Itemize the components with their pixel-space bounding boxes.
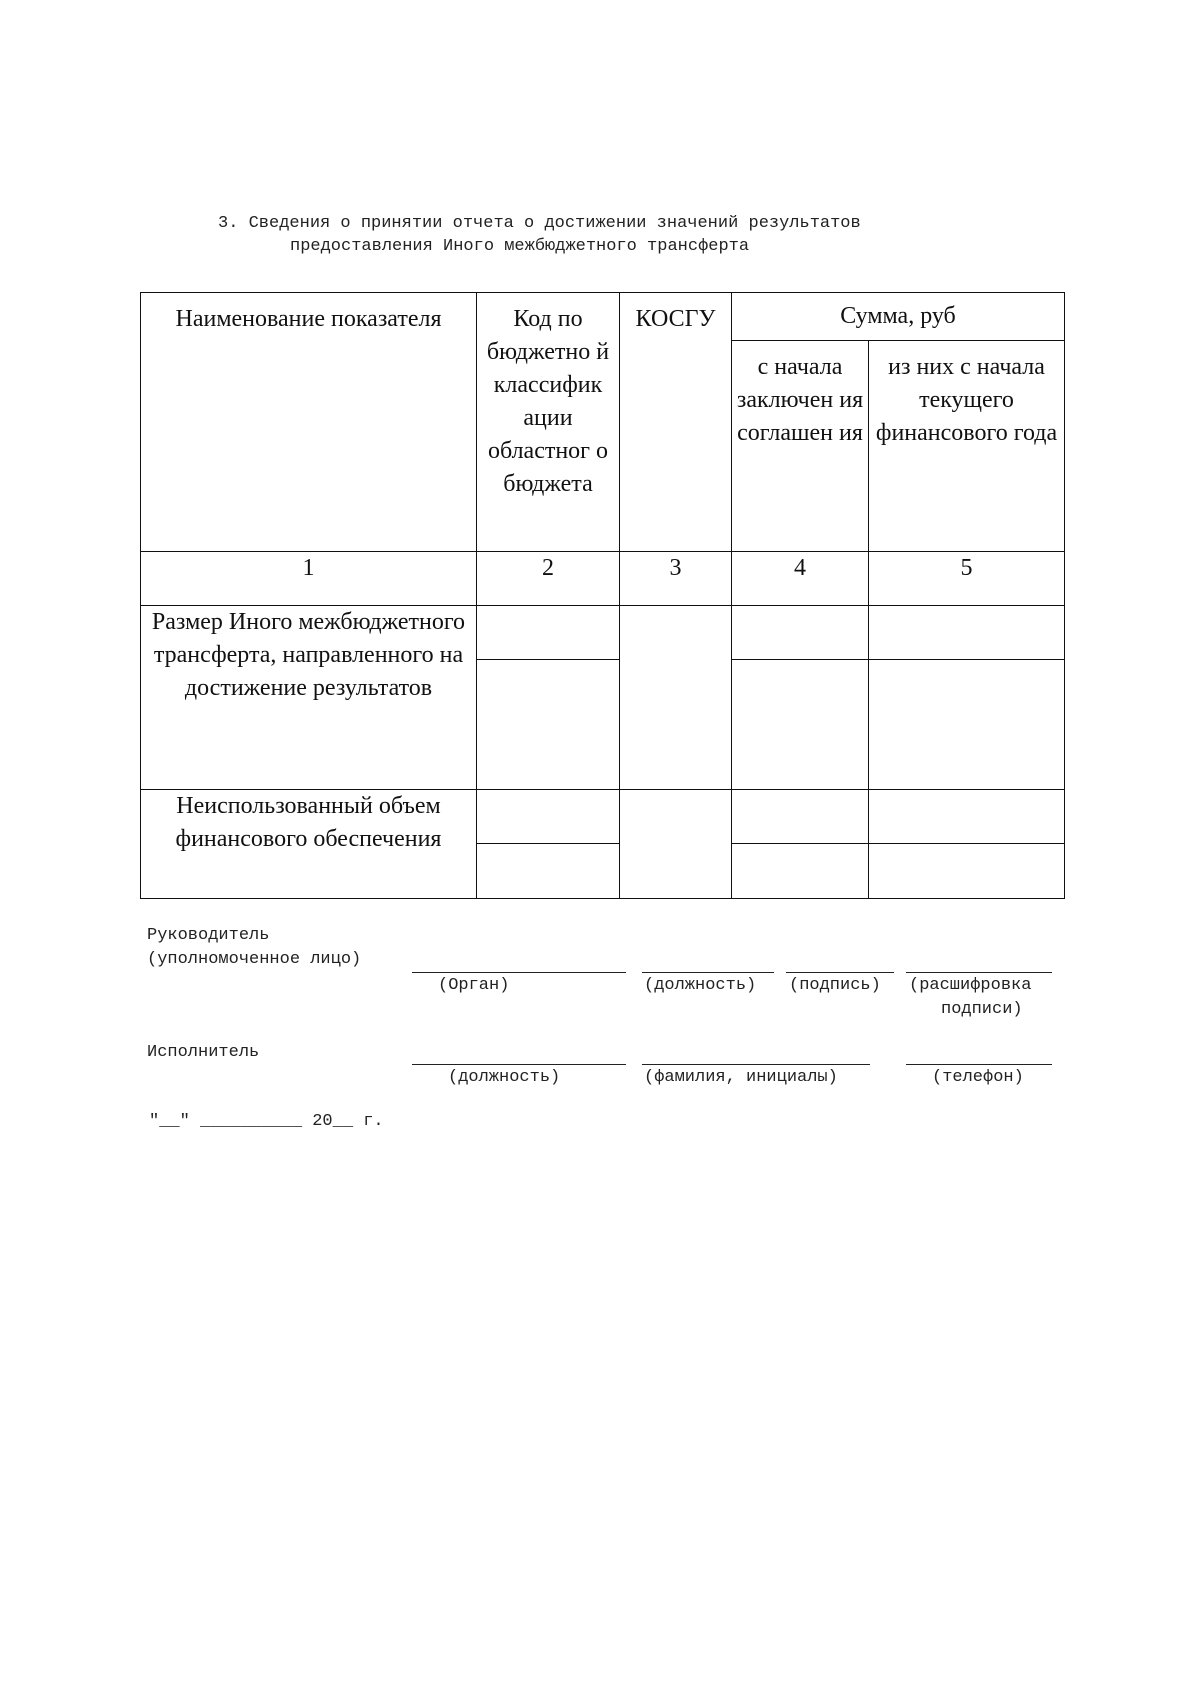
input-cell[interactable] xyxy=(869,660,1065,790)
header-indicator-name: Наименование показателя xyxy=(141,293,477,552)
column-number: 4 xyxy=(732,552,869,606)
signature-line-signature[interactable] xyxy=(786,972,894,973)
input-cell[interactable] xyxy=(732,844,869,899)
input-cell[interactable] xyxy=(620,606,732,790)
column-number: 2 xyxy=(477,552,620,606)
executor-label: Исполнитель xyxy=(147,1043,260,1062)
header-since-agreement: с начала заключен ия соглашен ия xyxy=(732,341,869,552)
input-cell[interactable] xyxy=(869,606,1065,660)
executor-line-phone[interactable] xyxy=(906,1064,1052,1065)
caption-decode-2: подписи) xyxy=(941,1000,1023,1019)
input-cell[interactable] xyxy=(869,790,1065,844)
input-cell[interactable] xyxy=(477,660,620,790)
header-kosgu: КОСГУ xyxy=(620,293,732,552)
date-line[interactable]: "__" __________ 20__ г. xyxy=(149,1112,384,1131)
input-cell[interactable] xyxy=(732,660,869,790)
input-cell[interactable] xyxy=(732,790,869,844)
section-title-line-2: предоставления Иного межбюджетного трансферта xyxy=(290,237,750,256)
caption-executor-name: (фамилия, инициалы) xyxy=(644,1068,838,1087)
table-row xyxy=(141,606,1065,660)
signature-line-decode[interactable] xyxy=(906,972,1052,973)
input-cell[interactable] xyxy=(732,606,869,660)
input-cell[interactable] xyxy=(477,844,620,899)
head-label-authorized: (уполномоченное лицо) xyxy=(147,950,362,969)
signature-line-position[interactable] xyxy=(642,972,774,973)
report-table xyxy=(140,292,1065,899)
row-name-transfer-size: Размер Иного межбюджетного трансферта, направленного на достижение результатов xyxy=(141,606,477,790)
caption-signature: (подпись) xyxy=(789,976,881,995)
caption-executor-position: (должность) xyxy=(448,1068,561,1087)
column-number: 1 xyxy=(141,552,477,606)
signature-line-organ[interactable] xyxy=(412,972,626,973)
input-cell[interactable] xyxy=(869,844,1065,899)
input-cell[interactable] xyxy=(477,790,620,844)
table-row xyxy=(141,790,1065,844)
row-name-unused-volume: Неиспользованный объем финансового обеспечения xyxy=(141,790,477,899)
caption-decode: (расшифровка xyxy=(909,976,1032,995)
header-sum: Сумма, руб xyxy=(732,293,1065,341)
header-budget-code: Код по бюджетно й классифик ации областног о бюджета xyxy=(477,293,620,552)
column-number: 3 xyxy=(620,552,732,606)
column-number-row xyxy=(141,552,1065,606)
caption-organ: (Орган) xyxy=(438,976,510,995)
table-header-row xyxy=(141,293,1065,341)
executor-line-position[interactable] xyxy=(412,1064,626,1065)
header-since-year: из них с начала текущего финансового года xyxy=(869,341,1065,552)
caption-position: (должность) xyxy=(644,976,757,995)
input-cell[interactable] xyxy=(477,606,620,660)
caption-executor-phone: (телефон) xyxy=(932,1068,1024,1087)
section-title-line-1: 3. Сведения о принятии отчета о достижении значений результатов xyxy=(218,214,861,233)
executor-line-name[interactable] xyxy=(642,1064,870,1065)
input-cell[interactable] xyxy=(620,790,732,899)
head-label: Руководитель xyxy=(147,926,270,945)
column-number: 5 xyxy=(869,552,1065,606)
